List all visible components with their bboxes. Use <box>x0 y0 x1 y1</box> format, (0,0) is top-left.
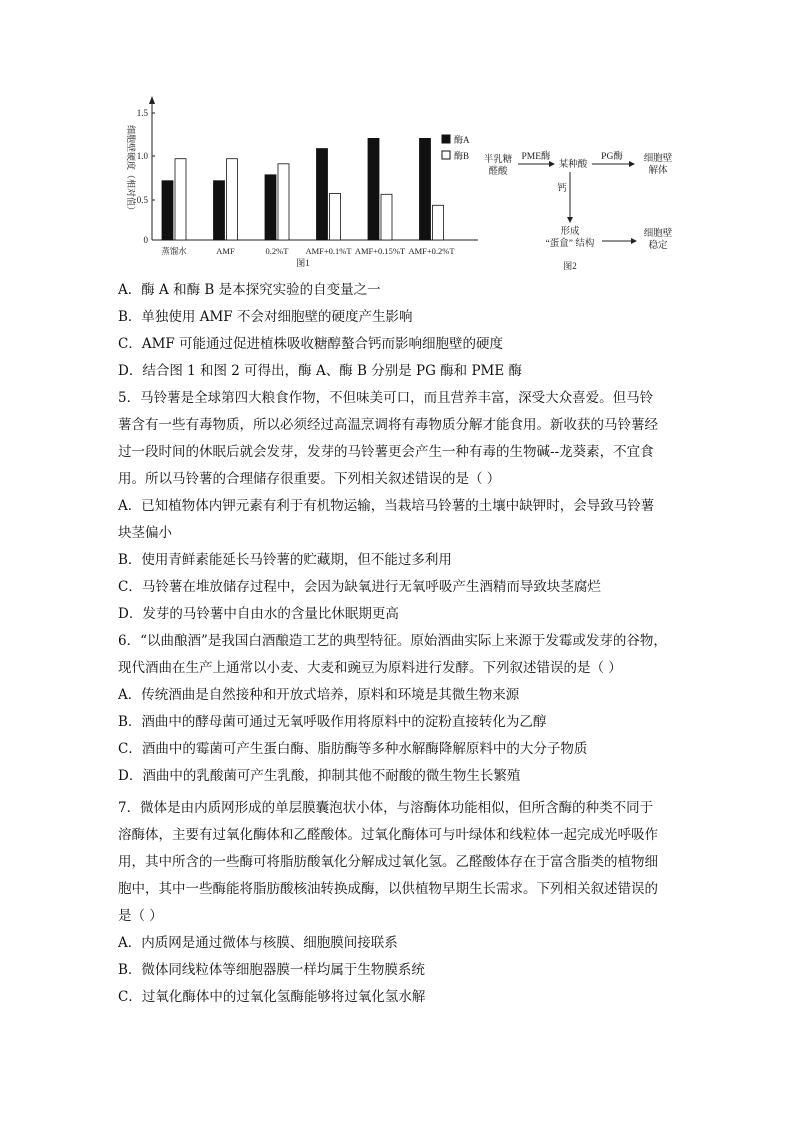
y-tick-label: 0 <box>143 235 148 245</box>
y-axis-label: 细胞壁硬度（相对值） <box>126 124 136 216</box>
option-b-q5: B．使用青鲜素能延长马铃薯的贮藏期，但不能过多利用 <box>118 552 452 568</box>
figure2-pathway-diagram <box>478 140 688 275</box>
product2-label: 稳定 <box>648 241 668 251</box>
legend-swatch-enzyme-b <box>442 151 450 159</box>
option-b-q4: B．单独使用 AMF 不会对细胞壁的硬度产生影响 <box>118 309 413 325</box>
product2-label: 细胞壁 <box>643 229 673 239</box>
bar-enzyme-b <box>175 159 186 240</box>
legend-label-enzyme-a: 酶A <box>454 135 470 145</box>
option-a-q6: A．传统酒曲是自然接种和开放式培养，原料和环境是其微生物来源 <box>118 687 520 703</box>
option-c-q6: C．酒曲中的霉菌可产生蛋白酶、脂肪酶等多种水解酶降解原料中的大分子物质 <box>118 741 588 757</box>
x-tick-label: AMF+0.2%T <box>408 246 455 256</box>
x-tick-label: 0.2%T <box>265 246 289 256</box>
option-a-q4: A．酶 A 和酶 B 是本探究实验的自变量之一 <box>118 282 381 298</box>
option-b-q7: B．微体同线粒体等细胞器膜一样均属于生物膜系统 <box>118 962 425 978</box>
figure1-bar-chart <box>110 92 490 272</box>
calcium-label: 钙 <box>557 184 567 194</box>
option-a-q5: A．已知植物体内钾元素有利于有机物运输，当栽培马铃薯的土壤中缺钾时，会导致马铃薯 <box>118 498 655 514</box>
bar-enzyme-a <box>265 175 276 240</box>
bars-group <box>162 138 444 240</box>
x-tick-label: AMF+0.1%T <box>305 246 352 256</box>
option-a-q7: A．内质网是通过微体与核膜、细胞膜间接联系 <box>118 935 398 951</box>
question-7-stem: 溶酶体，主要有过氧化酶体和乙醛酸体。过氧化酶体可与叶绿体和线粒体一起完成光呼吸作 <box>118 827 658 843</box>
bar-enzyme-a <box>420 138 431 240</box>
x-tick-labels <box>161 246 455 256</box>
question-7-stem: 胞中，其中一些酶能将脂肪酸核油转换成酶，以供植物早期生长需求。下列相关叙述错误的 <box>118 881 658 897</box>
question-7-stem: 是（ ） <box>118 908 163 924</box>
enzyme-pme-label: PME酶 <box>521 152 551 162</box>
intermediate-label: 某种酸 <box>558 160 588 170</box>
option-c-q5: C．马铃薯在堆放储存过程中，会因为缺氧进行无氧呼吸产生酒精而导致块茎腐烂 <box>118 579 601 595</box>
bar-enzyme-b <box>227 159 238 240</box>
option-b-q6: B．酒曲中的酵母菌可通过无氧呼吸作用将原料中的淀粉直接转化为乙醇 <box>118 714 547 730</box>
x-tick-label: AMF+0.15%T <box>354 246 406 256</box>
option-d-q6: D．酒曲中的乳酸菌可产生乳酸，抑制其他不耐酸的微生物生长繁殖 <box>118 768 521 784</box>
product1-label: 细胞壁 <box>643 154 673 164</box>
legend-label-enzyme-b: 酶B <box>454 151 470 161</box>
substrate-label: 半乳糖 <box>483 155 513 165</box>
question-5-stem: 用。所以马铃薯的合理储存很重要。下列相关叙述错误的是（ ） <box>118 471 501 487</box>
option-a-q5: 块茎偏小 <box>118 525 172 541</box>
enzyme-pg-label: PG酶 <box>601 152 623 162</box>
egg-box-label: “蛋盒” 结构 <box>545 239 595 249</box>
y-tick-label: 1.0 <box>136 151 148 161</box>
bar-enzyme-b <box>381 194 392 240</box>
bar-enzyme-a <box>317 149 328 240</box>
option-c-q4: C．AMF 可能通过促进植株吸收糖醇螯合钙而影响细胞壁的硬度 <box>118 336 504 352</box>
option-c-q7: C．过氧化酶体中的过氧化氢酶能够将过氧化氢水解 <box>118 989 426 1005</box>
legend-swatch-enzyme-a <box>442 135 450 143</box>
bar-enzyme-a <box>368 138 379 240</box>
x-tick-label: 蒸馏水 <box>161 246 187 256</box>
substrate-label: 醛酸 <box>488 167 508 177</box>
option-d-q4: D．结合图 1 和图 2 可得出，酶 A、酶 B 分别是 PG 酶和 PME 酶 <box>118 363 523 379</box>
egg-box-label: 形成 <box>560 227 580 237</box>
y-tick-label: 0.5 <box>136 195 148 205</box>
product1-label: 解体 <box>648 166 668 176</box>
y-tick-label: 1.5 <box>136 108 148 118</box>
bar-enzyme-b <box>330 193 341 240</box>
question-7-stem: 用，其中所含的一些酶可将脂肪酸氧化分解成过氧化氢。乙醛酸体存在于富含脂类的植物细 <box>118 854 658 870</box>
question-7-stem: 7．微体是由内质网形成的单层膜囊泡状小体，与溶酶体功能相似，但所含酶的种类不同于 <box>118 800 654 816</box>
bar-enzyme-a <box>162 181 173 240</box>
figure2-caption: 图2 <box>563 261 577 271</box>
question-6-stem: 6．“以曲酿酒”是我国白酒酿造工艺的典型特征。原始酒曲实际上来源于发霉或发芽的谷物， <box>118 633 667 649</box>
question-5-stem: 过一段时间的休眠后就会发芽，发芽的马铃薯更会产生一种有毒的生物碱--龙葵素，不宜食 <box>118 444 654 460</box>
option-d-q5: D．发芽的马铃薯中自由水的含量比休眠期更高 <box>118 606 399 622</box>
question-5-stem: 薯含有一些有毒物质，所以必须经过高温烹调将有毒物质分解才能食用。新收获的马铃薯经 <box>118 417 658 433</box>
bar-enzyme-a <box>214 181 225 240</box>
y-axis-arrow <box>149 96 155 104</box>
bar-enzyme-b <box>278 164 289 240</box>
question-5-stem: 5．马铃薯是全球第四大粮食作物，不但味美可口，而且营养丰富，深受大众喜爱。但马铃 <box>118 390 654 406</box>
bar-enzyme-b <box>433 205 444 240</box>
figure1-caption: 图1 <box>296 258 310 268</box>
x-tick-label: AMF <box>216 246 235 256</box>
question-6-stem: 现代酒曲在生产上通常以小麦、大麦和豌豆为原料进行发酵。下列叙述错误的是（ ） <box>118 660 622 676</box>
